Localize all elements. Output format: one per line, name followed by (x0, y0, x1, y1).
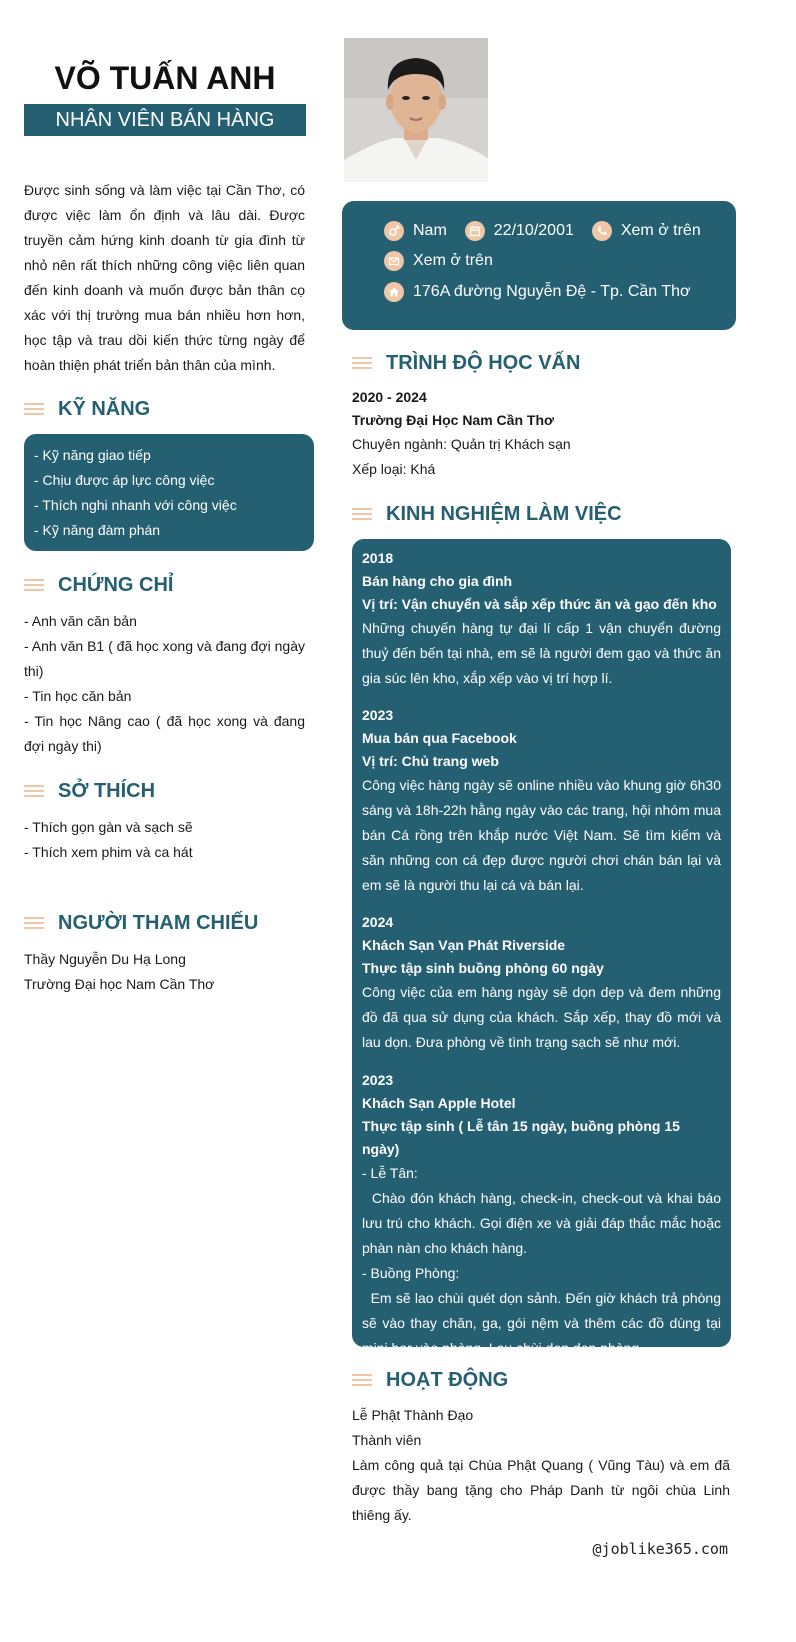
reference-line: Trường Đại học Nam Cần Thơ (24, 976, 215, 992)
activities-list (352, 1403, 734, 1528)
phone-icon (592, 221, 612, 241)
experience-heading (352, 499, 622, 529)
education-block (352, 386, 732, 482)
skills-title: KỸ NĂNG (58, 397, 151, 420)
contact-row (384, 247, 493, 275)
menu-lines-icon (24, 782, 44, 800)
references-heading (24, 908, 258, 938)
home-icon (384, 282, 404, 302)
skills-box (24, 434, 314, 551)
experience-company: Mua bán qua Facebook (362, 730, 517, 746)
education-title: TRÌNH ĐỘ HỌC VẤN (386, 351, 581, 374)
contact-row (384, 278, 690, 306)
education-heading (352, 348, 580, 378)
list-item: - Kỹ năng giao tiếp (34, 447, 151, 463)
certificates-list (24, 609, 309, 759)
certificates-heading (24, 570, 173, 600)
experience-role: Thực tập sinh ( Lễ tân 15 ngày, buồng phòng 15 ngày) (362, 1118, 680, 1157)
experience-company: Khách Sạn Vạn Phát Riverside (362, 937, 566, 953)
experience-item (362, 547, 725, 691)
email-value: Xem ở trên (413, 252, 493, 269)
menu-lines-icon (352, 505, 372, 523)
hobbies-heading (24, 776, 155, 806)
experience-role: Vị trí: Chủ trang web (362, 753, 499, 769)
experience-year: 2024 (362, 914, 394, 930)
experience-company: Bán hàng cho gia đình (362, 573, 513, 589)
list-item: - Anh văn B1 ( đã học xong và đang đợi ngày thi) (24, 638, 309, 679)
menu-lines-icon (24, 914, 44, 932)
activity-line: Thành viên (352, 1432, 422, 1448)
job-title: NHÂN VIÊN BÁN HÀNG (24, 104, 306, 136)
experience-desc: - Lễ Tân: Chào đón khách hàng, check-in, check-out và khai báo lưu trú cho khách. Gọi điện xe và giải đáp thắc mắc hoặc phàn nàn cho khách hàng. - Buồng Phòng: Em sẽ lao chùi quét dọn sảnh. Đến giờ khách trả phòng sẽ vào thay chăn, ga, gói nệm và thêm các đồ dùng tại mini bar vào phòng. Lau chùi dọn dẹp phòng. (362, 1165, 722, 1356)
gender-value: Nam (413, 222, 447, 239)
mail-icon (384, 251, 404, 271)
certificates-title: CHỨNG CHỈ (58, 573, 174, 596)
experience-box (352, 539, 731, 1356)
list-item: - Thích gọn gàn và sạch sẽ (24, 819, 193, 835)
experience-desc: Công việc hàng ngày sẽ online nhiều vào khung giờ 6h30 sáng và 18h-22h hằng ngày vào các trang, hội nhóm mua bán Cá rồng trên khắp nước Việt Nam. Sẽ tìm kiếm và săn những con cá đẹp được người chơi chán bán lại và em sẽ là người thu lại cá và bán lại. (362, 777, 725, 893)
experience-role: Vị trí: Vận chuyển và sắp xếp thức ăn và gạo đến kho (362, 596, 717, 612)
candidate-name: VÕ TUẤN ANH (54, 60, 276, 96)
watermark: @joblike365.com (592, 1540, 728, 1558)
education-years: 2020 - 2024 (352, 389, 427, 405)
profile-photo (344, 38, 488, 182)
experience-title: KINH NGHIỆM LÀM VIỆC (386, 502, 622, 525)
activity-line: Làm công quả tại Chùa Phật Quang ( Vũng Tàu) và em đã được thầy bang tặng cho Pháp Danh từ ngôi chùa Linh thiêng ấy. (352, 1457, 734, 1523)
experience-item (362, 1069, 721, 1361)
experience-year: 2023 (362, 707, 394, 723)
education-grade: Xếp loại: Khá (352, 461, 436, 477)
list-item: - Tin học Nâng cao ( đã học xong và đang đợi ngày thi) (24, 713, 309, 754)
skills-heading (24, 394, 150, 424)
menu-lines-icon (352, 354, 372, 372)
experience-desc: Công việc của em hàng ngày sẽ dọn dẹp và đem những đồ đã qua sử dụng của khách. Sắp xếp, thay đồ mới và lau dọn. Đưa phòng về tình trạng sạch sẽ như mới. (362, 984, 725, 1050)
reference-line: Thầy Nguyễn Du Hạ Long (24, 951, 186, 967)
contact-info-box (342, 201, 736, 330)
birthday-value: 22/10/2001 (493, 222, 574, 239)
list-item: - Kỹ năng đàm phán (34, 522, 161, 538)
references-list (24, 947, 305, 997)
calendar-icon (465, 221, 485, 241)
summary-text: Được sinh sống và làm việc tại Cần Thơ, có được việc làm ổn định và lâu dài. Được truyền cảm hứng kinh doanh từ gia đình từ nhỏ nên rất thích những công việc liên quan đến kinh doanh và muốn được bản thân cọ xác với thị trường mua bán nhiều hơn hơn, học tập và trau dồi kiến thức từng ngày để hoàn thiện phát triển bản thân của mình. (24, 182, 305, 373)
gender-icon (384, 221, 404, 241)
list-item: - Thích xem phim và ca hát (24, 844, 193, 860)
list-item: - Thích nghi nhanh với công việc (34, 497, 237, 513)
menu-lines-icon (24, 576, 44, 594)
education-school: Trường Đại Học Nam Cần Thơ (352, 412, 554, 428)
experience-item (362, 704, 725, 898)
contact-row (384, 217, 701, 245)
experience-desc: Những chuyến hàng tự đại lí cấp 1 vận chuyển đường thuỷ đến bến tại nhà, em sẽ là người đem gạo và thức ăn gia súc lên kho, xắp xếp vào vị trí hợp lí. (362, 620, 725, 686)
phone-value: Xem ở trên (620, 222, 701, 239)
menu-lines-icon (24, 400, 44, 418)
list-item: - Anh văn căn bản (24, 613, 137, 629)
experience-item (362, 911, 725, 1055)
list-item: - Tin học căn bản (24, 688, 132, 704)
menu-lines-icon (352, 1371, 372, 1389)
hobbies-title: SỞ THÍCH (58, 779, 156, 802)
education-major: Chuyên ngành: Quản trị Khách sạn (352, 436, 571, 452)
experience-role: Thực tập sinh buồng phòng 60 ngày (362, 960, 604, 976)
experience-company: Khách Sạn Apple Hotel (362, 1095, 516, 1111)
activities-title: HOẠT ĐỘNG (386, 1368, 509, 1391)
experience-year: 2018 (362, 550, 394, 566)
address-value: 176A đường Nguyễn Đệ - Tp. Cần Thơ (413, 283, 691, 300)
references-title: NGƯỜI THAM CHIẾU (58, 911, 259, 934)
hobbies-list (24, 815, 305, 865)
experience-year: 2023 (362, 1072, 394, 1088)
activity-line: Lễ Phật Thành Đạo (352, 1407, 474, 1423)
activities-heading (352, 1365, 508, 1395)
list-item: - Chịu được áp lực công việc (34, 472, 215, 488)
